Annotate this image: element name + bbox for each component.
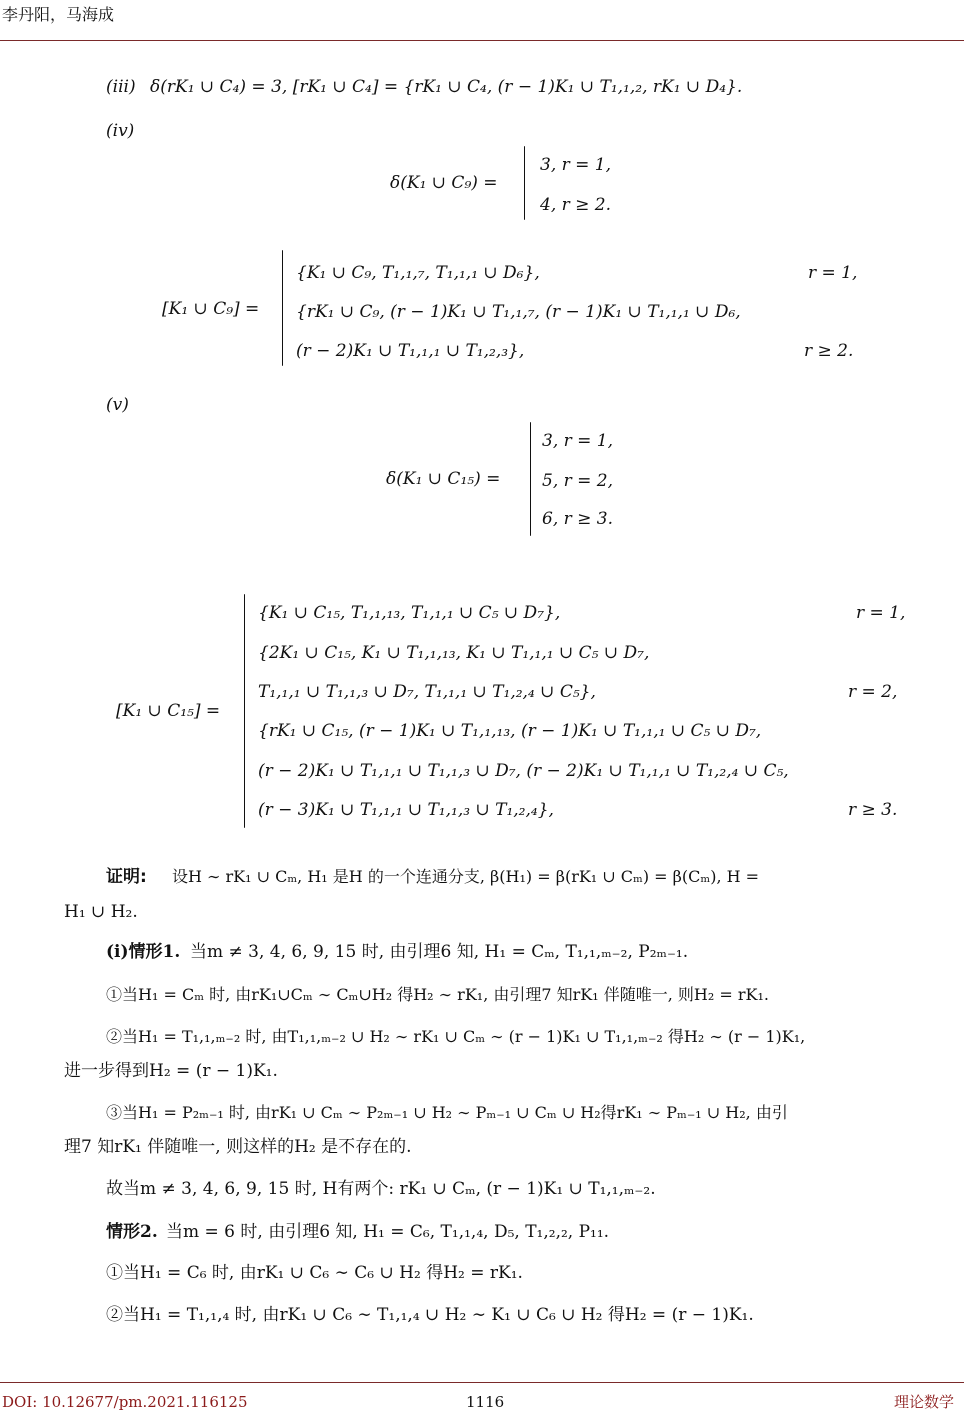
- iv-cases-brace: [524, 146, 525, 220]
- c15-row-1: {K₁ ∪ C₁₅, T₁,₁,₁₃, T₁,₁,₁ ∪ C₅ ∪ D₇},: [258, 603, 561, 623]
- header-rule: [0, 40, 964, 41]
- v-case-3: 6, r ≥ 3.: [542, 509, 614, 529]
- case-1-heading: (i)情形1.: [106, 942, 181, 962]
- iv-delta-lhs: δ(K₁ ∪ C₉) =: [390, 173, 498, 193]
- case-1-para-2b: 进一步得到H₂ = (r − 1)K₁.: [64, 1061, 278, 1081]
- proof-line-1: 设H ∼ rK₁ ∪ Cₘ, H₁ 是H 的一个连通分支, β(H₁) = β(rK₁ ∪ Cₘ) = β(Cₘ), H =: [172, 867, 760, 886]
- item-v-label: (v): [106, 395, 129, 415]
- case-2-heading: 情形2.: [106, 1222, 158, 1242]
- case-1-text: 当m ≠ 3, 4, 6, 9, 15 时, 由引理6 知, H₁ = Cₘ, T₁,₁,ₘ₋₂, P₂ₘ₋₁.: [190, 942, 689, 962]
- c15-row-4: {rK₁ ∪ C₁₅, (r − 1)K₁ ∪ T₁,₁,₁₃, (r − 1)K₁ ∪ T₁,₁,₁ ∪ C₅ ∪ D₇,: [258, 721, 762, 741]
- c9-row-1-cond: r = 1,: [808, 263, 858, 283]
- c15-set-lhs: [K₁ ∪ C₁₅] =: [116, 701, 221, 721]
- case-1-para-3b: 理7 知rK₁ 伴随唯一, 则这样的H₂ 是不存在的.: [64, 1137, 412, 1157]
- v-delta-lhs: δ(K₁ ∪ C₁₅) =: [386, 469, 501, 489]
- c15-cases-brace: [244, 594, 245, 828]
- c9-set-lhs: [K₁ ∪ C₉] =: [162, 299, 260, 319]
- case-2-para-1: ①当H₁ = C₆ 时, 由rK₁ ∪ C₆ ∼ C₆ ∪ H₂ 得H₂ = rK₁.: [106, 1263, 523, 1283]
- case-1-para-1: ①当H₁ = Cₘ 时, 由rK₁∪Cₘ ∼ Cₘ∪H₂ 得H₂ ∼ rK₁, 由引理7 知rK₁ 伴随唯一, 则H₂ = rK₁.: [106, 985, 769, 1004]
- c15-row-6-cond: r ≥ 3.: [848, 800, 898, 820]
- c9-cases-brace: [282, 250, 283, 366]
- footer-journal-name: 理论数学: [894, 1393, 955, 1411]
- case-2-text: 当m = 6 时, 由引理6 知, H₁ = C₆, T₁,₁,₄, D₅, T₁,₂,₂, P₁₁.: [166, 1222, 610, 1242]
- header-authors: 李丹阳，马海成: [2, 5, 115, 24]
- c9-row-3: (r − 2)K₁ ∪ T₁,₁,₁ ∪ T₁,₂,₃},: [296, 341, 525, 361]
- v-cases-brace: [530, 422, 531, 536]
- c15-row-2: {2K₁ ∪ C₁₅, K₁ ∪ T₁,₁,₁₃, K₁ ∪ T₁,₁,₁ ∪ C₅ ∪ D₇,: [258, 643, 650, 663]
- case-1-conclusion: 故当m ≠ 3, 4, 6, 9, 15 时, H有两个: rK₁ ∪ Cₘ, (r − 1)K₁ ∪ T₁,₁,ₘ₋₂.: [106, 1179, 656, 1199]
- item-iv-label: (iv): [106, 121, 135, 141]
- item-iii-text: δ(rK₁ ∪ C₄) = 3, [rK₁ ∪ C₄] = {rK₁ ∪ C₄, (r − 1)K₁ ∪ T₁,₁,₂, rK₁ ∪ D₄}.: [150, 77, 743, 97]
- footer-page-number: 1116: [466, 1393, 505, 1411]
- case-1-para-2a: ②当H₁ = T₁,₁,ₘ₋₂ 时, 由T₁,₁,ₘ₋₂ ∪ H₂ ∼ rK₁ ∪ Cₘ ∼ (r − 1)K₁ ∪ T₁,₁,ₘ₋₂ 得H₂ ∼ (r − 1)K₁,: [106, 1027, 806, 1046]
- iv-case-2: 4, r ≥ 2.: [540, 195, 612, 215]
- proof-label: 证明:: [106, 867, 147, 887]
- case-1-para-3a: ③当H₁ = P₂ₘ₋₁ 时, 由rK₁ ∪ Cₘ ∼ P₂ₘ₋₁ ∪ H₂ ∼ Pₘ₋₁ ∪ Cₘ ∪ H₂得rK₁ ∼ Pₘ₋₁ ∪ H₂, 由引: [106, 1103, 788, 1122]
- c9-row-3-cond: r ≥ 2.: [804, 341, 854, 361]
- iv-case-1: 3, r = 1,: [540, 155, 612, 175]
- c9-row-2: {rK₁ ∪ C₉, (r − 1)K₁ ∪ T₁,₁,₇, (r − 1)K₁ ∪ T₁,₁,₁ ∪ D₆,: [296, 302, 741, 322]
- c15-row-1-cond: r = 1,: [856, 603, 906, 623]
- footer-rule: [0, 1382, 964, 1383]
- c15-row-5: (r − 2)K₁ ∪ T₁,₁,₁ ∪ T₁,₁,₃ ∪ D₇, (r − 2)K₁ ∪ T₁,₁,₁ ∪ T₁,₂,₄ ∪ C₅,: [258, 761, 789, 781]
- case-2-para-2: ②当H₁ = T₁,₁,₄ 时, 由rK₁ ∪ C₆ ∼ T₁,₁,₄ ∪ H₂ ∼ K₁ ∪ C₆ ∪ H₂ 得H₂ = (r − 1)K₁.: [106, 1305, 754, 1325]
- v-case-1: 3, r = 1,: [542, 431, 614, 451]
- item-iii-label: (iii): [106, 77, 136, 97]
- proof-line-2: H₁ ∪ H₂.: [64, 902, 138, 922]
- footer-doi-link[interactable]: DOI: 10.12677/pm.2021.116125: [2, 1393, 248, 1411]
- c15-row-3: T₁,₁,₁ ∪ T₁,₁,₃ ∪ D₇, T₁,₁,₁ ∪ T₁,₂,₄ ∪ C₅},: [258, 682, 596, 702]
- c15-row-3-cond: r = 2,: [848, 682, 898, 702]
- c9-row-1: {K₁ ∪ C₉, T₁,₁,₇, T₁,₁,₁ ∪ D₆},: [296, 263, 540, 283]
- c15-row-6: (r − 3)K₁ ∪ T₁,₁,₁ ∪ T₁,₁,₃ ∪ T₁,₂,₄},: [258, 800, 554, 820]
- v-case-2: 5, r = 2,: [542, 471, 614, 491]
